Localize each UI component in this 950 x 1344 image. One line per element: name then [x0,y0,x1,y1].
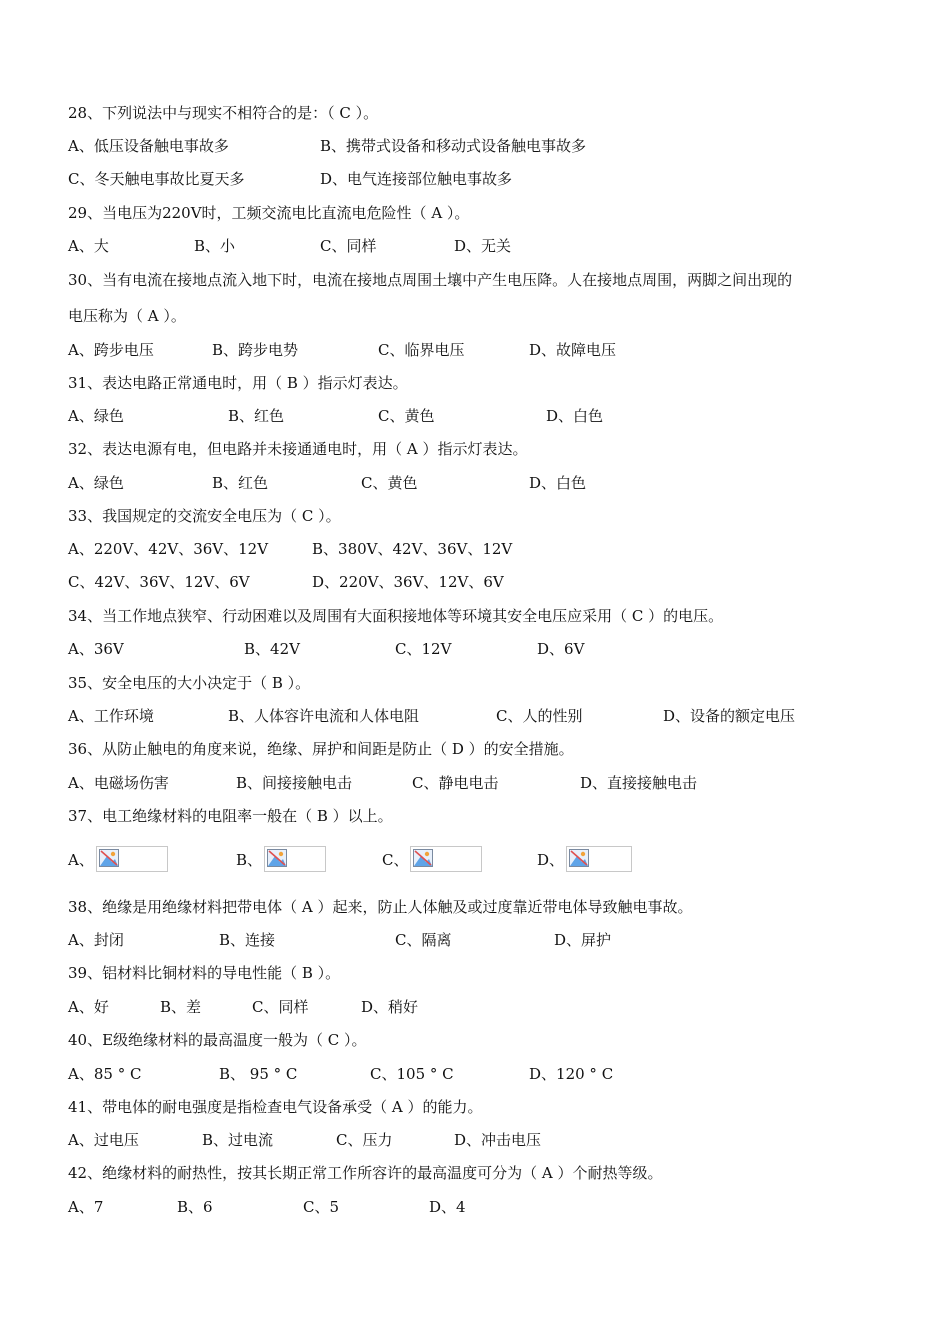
option-30-a: A、跨步电压 [68,341,154,359]
option-36-b: B、间接接触电击 [236,774,353,792]
question-28: 28、下列说法中与现实不相符合的是：（ C ）。 [68,104,379,122]
option-34-d: D、6V [537,640,585,658]
option-32-c: C、黄色 [361,474,418,492]
question-35: 35、安全电压的大小决定于（ B ）。 [68,674,311,692]
option-40-b: B、 95 ° C [219,1065,298,1083]
option-40-d: D、120 ° C [529,1065,614,1083]
option-39-c: C、同样 [252,998,309,1016]
option-31-d: D、白色 [546,407,604,425]
option-37-c-label: C、 [382,850,409,869]
option-33-a: A、220V、42V、36V、12V [68,540,269,558]
question-37: 37、电工绝缘材料的电阻率一般在（ B ）以上。 [68,807,393,825]
broken-image-icon [264,846,326,872]
broken-image-icon [410,846,482,872]
question-32: 32、表达电源有电，但电路并未接通通电时，用（ A ）指示灯表达。 [68,440,528,458]
option-38-b: B、连接 [219,931,276,949]
option-37-b-label: B、 [236,850,263,869]
question-39: 39、铝材料比铜材料的导电性能（ B ）。 [68,964,341,982]
option-41-d: D、冲击电压 [454,1131,542,1149]
option-39-b: B、差 [160,998,202,1016]
option-36-a: A、电磁场伤害 [68,774,169,792]
option-37-d [537,846,632,872]
option-36-d: D、直接接触电击 [580,774,698,792]
option-29-b: B、小 [194,237,236,255]
option-28-b: B、携带式设备和移动式设备触电事故多 [320,137,587,155]
option-41-b: B、过电流 [202,1131,274,1149]
option-37-d-label: D、 [537,850,565,869]
option-38-d: D、屏护 [554,931,612,949]
broken-image-icon [96,846,168,872]
option-28-a: A、低压设备触电事故多 [68,137,229,155]
option-31-c: C、黄色 [378,407,435,425]
option-37-a [68,846,168,872]
option-28-d: D、电气连接部位触电事故多 [320,170,513,188]
option-35-c: C、人的性别 [496,707,583,725]
question-31: 31、表达电路正常通电时，用（ B ）指示灯表达。 [68,374,408,392]
option-28-c: C、冬天触电事故比夏天多 [68,170,245,188]
option-37-a-label: A、 [68,850,94,869]
option-35-b: B、人体容许电流和人体电阻 [228,707,420,725]
option-42-d: D、4 [429,1198,466,1216]
option-34-b: B、42V [244,640,300,658]
option-30-c: C、临界电压 [378,341,465,359]
option-35-a: A、工作环境 [68,707,154,725]
option-31-a: A、绿色 [68,407,124,425]
option-40-c: C、105 ° C [370,1065,454,1083]
option-30-d: D、故障电压 [529,341,617,359]
option-34-c: C、12V [395,640,452,658]
option-41-c: C、压力 [336,1131,393,1149]
option-29-c: C、同样 [320,237,377,255]
question-34: 34、当工作地点狭窄、行动困难以及周围有大面积接地体等环境其安全电压应采用（ C ）的电压。 [68,607,724,625]
option-39-a: A、好 [68,998,109,1016]
option-37-c [382,846,482,872]
option-37-b [236,846,326,872]
question-30-continued: 电压称为（ A ）。 [68,307,186,325]
question-29: 29、当电压为220V时，工频交流电比直流电危险性（ A ）。 [68,204,470,222]
option-38-c: C、隔离 [395,931,452,949]
option-33-b: B、380V、42V、36V、12V [312,540,513,558]
option-31-b: B、红色 [228,407,285,425]
question-40: 40、E级绝缘材料的最高温度一般为（ C ）。 [68,1031,367,1049]
question-36: 36、从防止触电的角度来说，绝缘、屏护和间距是防止（ D ）的安全措施。 [68,740,574,758]
option-42-c: C、5 [303,1198,340,1216]
option-41-a: A、过电压 [68,1131,139,1149]
question-33: 33、我国规定的交流安全电压为（ C ）。 [68,507,341,525]
question-42: 42、绝缘材料的耐热性，按其长期正常工作所容许的最高温度可分为（ A ）个耐热等级。 [68,1164,663,1182]
option-36-c: C、静电电击 [412,774,499,792]
option-29-a: A、大 [68,237,109,255]
option-33-d: D、220V、36V、12V、6V [312,573,504,591]
option-30-b: B、跨步电势 [212,341,299,359]
option-32-a: A、绿色 [68,474,124,492]
question-30: 30、当有电流在接地点流入地下时，电流在接地点周围土壤中产生电压降。人在接地点周围，两脚之间出现的 [68,271,793,289]
broken-image-icon [566,846,632,872]
option-42-a: A、7 [68,1198,104,1216]
option-33-c: C、42V、36V、12V、6V [68,573,250,591]
option-32-b: B、红色 [212,474,269,492]
option-34-a: A、36V [68,640,124,658]
option-42-b: B、6 [177,1198,213,1216]
question-41: 41、带电体的耐电强度是指检查电气设备承受（ A ）的能力。 [68,1098,483,1116]
option-29-d: D、无关 [454,237,512,255]
question-38: 38、绝缘是用绝缘材料把带电体（ A ）起来，防止人体触及或过度靠近带电体导致触电事故。 [68,898,693,916]
option-32-d: D、白色 [529,474,587,492]
option-39-d: D、稍好 [361,998,419,1016]
option-40-a: A、85 ° C [68,1065,142,1083]
option-38-a: A、封闭 [68,931,124,949]
option-35-d: D、设备的额定电压 [663,707,796,725]
